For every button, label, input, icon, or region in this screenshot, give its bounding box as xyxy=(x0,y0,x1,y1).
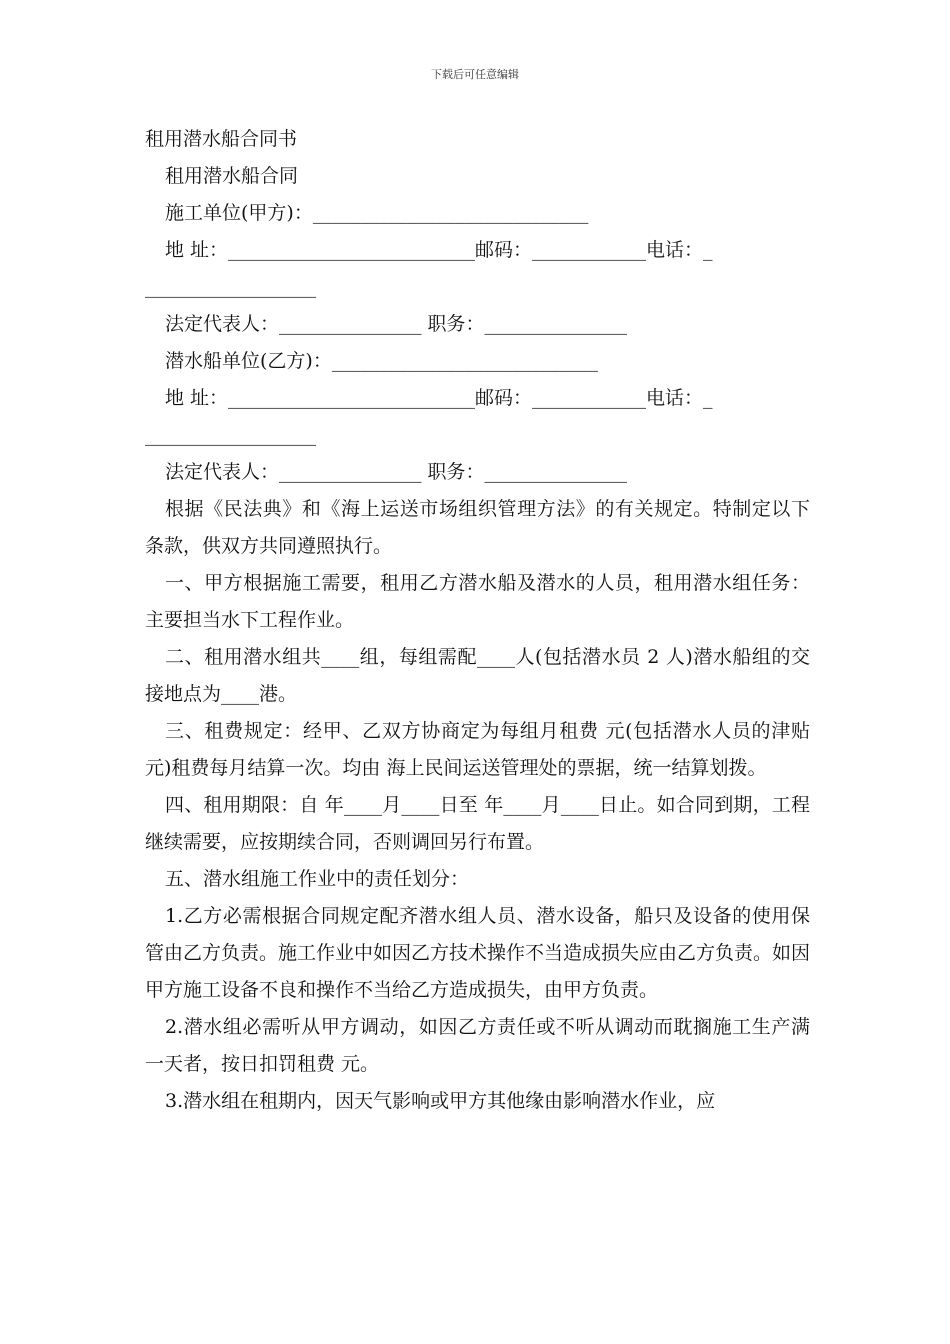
party-b-representative: 法定代表人：_______________ 职务：_______________ xyxy=(165,461,628,483)
clause-5-item-3: 3.潜水组在租期内，因天气影响或甲方其他缘由影响潜水作业，应 xyxy=(165,1090,716,1112)
clause-5-item-1: 1.乙方必需根据合同规定配齐潜水组人员、潜水设备，船只及设备的使用保管由乙方负责。施工作业中如因乙方技术操作不当造成损失应由乙方负责。如因甲方施工设备不良和操作不当给乙方造成损失，由甲方负责。 xyxy=(145,905,811,1001)
party-a-address-cont: __________________ xyxy=(145,276,316,298)
clause-1: 一、甲方根据施工需要，租用乙方潜水船及潜水的人员，租用潜水组任务：主要担当水下工程作业。 xyxy=(145,572,810,631)
document-subtitle: 租用潜水船合同 xyxy=(165,165,299,187)
party-a-unit: 施工单位(甲方)：_____________________________ xyxy=(165,202,589,224)
party-b-address-cont: __________________ xyxy=(145,424,316,446)
party-b-unit: 潜水船单位(乙方)：____________________________ xyxy=(165,350,598,372)
party-a-address: 地 址：__________________________邮码：____________电话：_ xyxy=(165,239,713,261)
clause-5-heading: 五、潜水组施工作业中的责任划分： xyxy=(165,868,470,890)
preamble-paragraph: 根据《民法典》和《海上运送市场组织管理方法》的有关规定。特制定以下条款，供双方共同遵照执行。 xyxy=(145,498,810,557)
clause-5-item-2: 2.潜水组必需听从甲方调动，如因乙方责任或不听从调动而耽搁施工生产满一天者，按日扣罚租费 元。 xyxy=(145,1016,810,1075)
clause-3: 三、租费规定：经甲、乙双方协商定为每组月租费 元(包括潜水人员的津贴 元)租费每月结算一次。均由 海上民间运送管理处的票据，统一结算划拨。 xyxy=(145,720,810,779)
party-b-address: 地 址：__________________________邮码：____________电话：_ xyxy=(165,387,713,409)
contract-document xyxy=(145,121,810,1120)
clause-2: 二、租用潜水组共____组，每组需配____人(包括潜水员 2 人)潜水船组的交接地点为____港。 xyxy=(145,646,810,705)
header-note: 下载后可任意编辑 xyxy=(431,68,519,81)
clause-4: 四、租用期限：自 年____月____日至 年____月____日止。如合同到期，工程继续需要，应按期续合同，否则调回另行布置。 xyxy=(145,794,810,853)
party-a-representative: 法定代表人：_______________ 职务：_______________ xyxy=(165,313,628,335)
document-title: 租用潜水船合同书 xyxy=(145,128,298,150)
